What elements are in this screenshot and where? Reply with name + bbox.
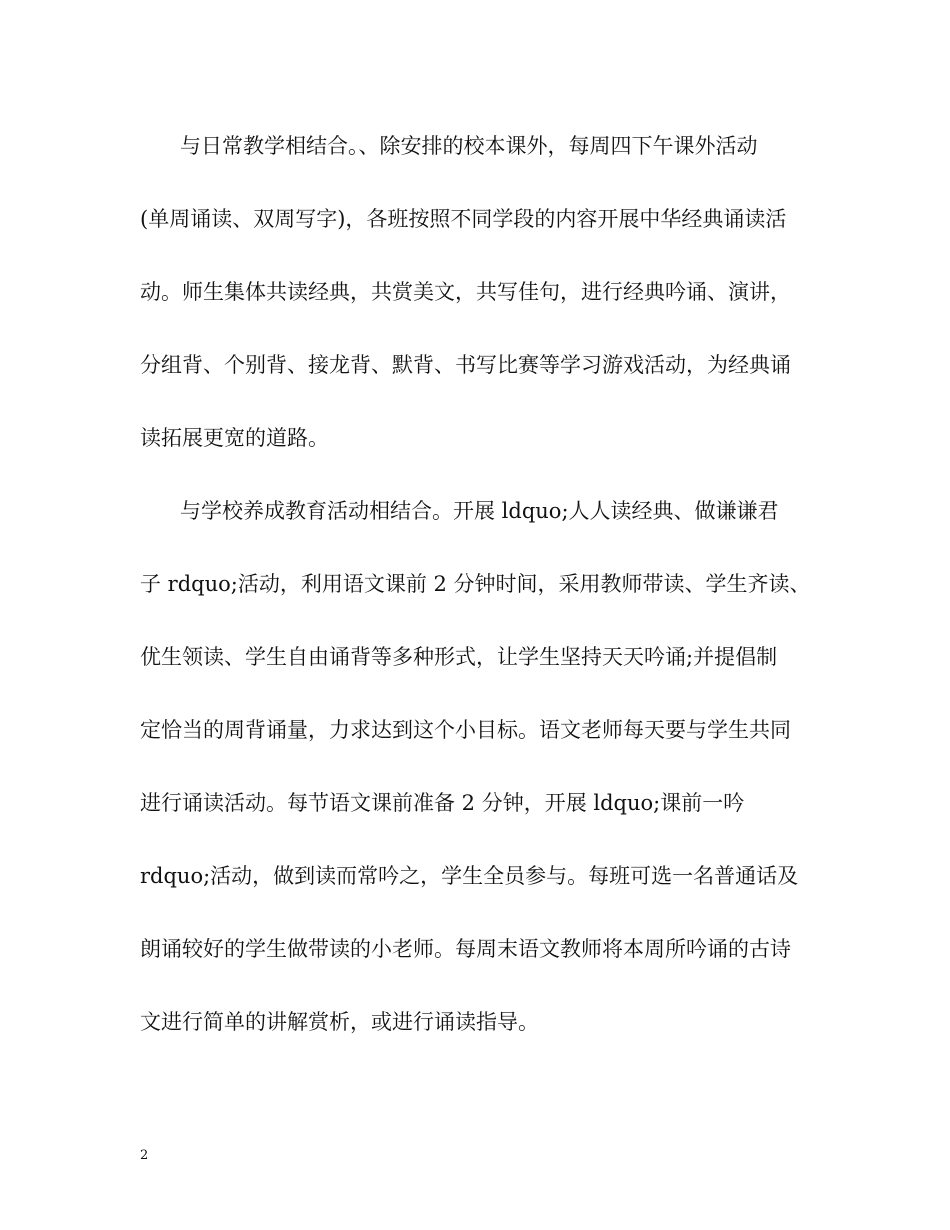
- paragraph-1-line-3: 动。师生集体共读经典，共赏美文，共写佳句，进行经典吟诵、演讲，: [140, 280, 791, 304]
- paragraph-2-line-2: 子 rdquo;活动，利用语文课前 2 分钟时间，采用教师带读、学生齐读、: [140, 572, 811, 596]
- page-number: 2: [140, 1148, 149, 1163]
- paragraph-2-line-1: 与学校养成教育活动相结合。开展 ldquo;人人读经典、做谦谦君: [180, 499, 779, 523]
- paragraph-2-line-8: 文进行简单的讲解赏析，或进行诵读指导。: [140, 1010, 539, 1034]
- paragraph-2-line-3: 优生领读、学生自由诵背等多种形式，让学生坚持天天吟诵;并提倡制: [140, 645, 778, 669]
- paragraph-2-line-4: 定恰当的周背诵量，力求达到这个小目标。语文老师每天要与学生共同: [140, 718, 791, 742]
- paragraph-2-line-6: rdquo;活动，做到读而常吟之，学生全员参与。每班可选一名普通话及: [140, 864, 799, 888]
- paragraph-2-line-5: 进行诵读活动。每节语文课前准备 2 分钟，开展 ldquo;课前一吟: [140, 791, 745, 815]
- paragraph-1-line-4: 分组背、个别背、接龙背、默背、书写比赛等学习游戏活动，为经典诵: [140, 353, 791, 377]
- paragraph-1-line-5: 读拓展更宽的道路。: [140, 426, 329, 450]
- paragraph-2-line-7: 朗诵较好的学生做带读的小老师。每周末语文教师将本周所吟诵的古诗: [140, 937, 791, 961]
- paragraph-1-line-2: (单周诵读、双周写字)，各班按照不同学段的内容开展中华经典诵读活: [140, 207, 787, 231]
- paragraph-1-line-1: 与日常教学相结合。、除安排的校本课外，每周四下午课外活动: [180, 134, 758, 158]
